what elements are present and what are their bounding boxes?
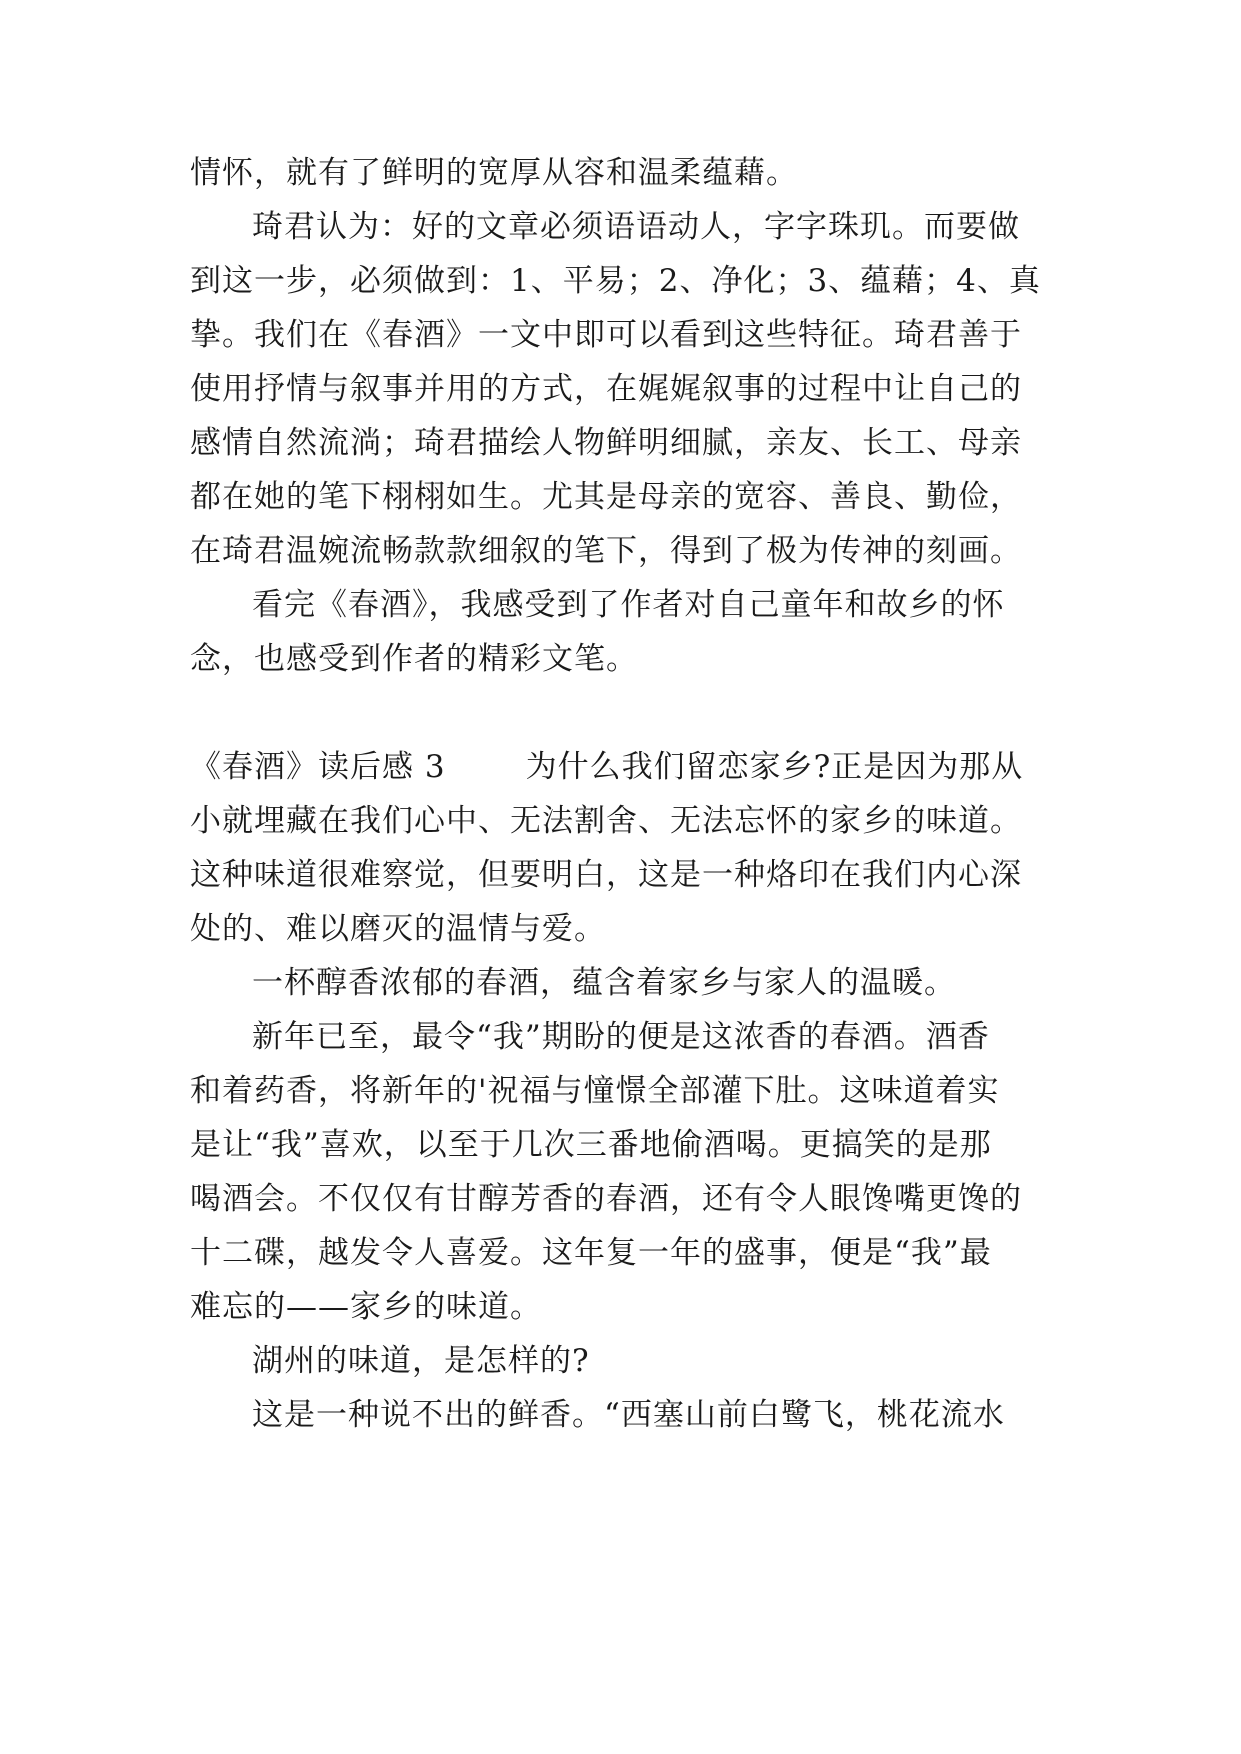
text-line: 这是一种说不出的鲜香。“西塞山前白鹭飞，桃花流水 (252, 1397, 1005, 1433)
text-line: 是让“我”喜欢，以至于几次三番地偷酒喝。更搞笑的是那 (190, 1127, 992, 1163)
text-line: 使用抒情与叙事并用的方式，在娓娓叙事的过程中让自己的 (190, 371, 1022, 407)
text-line: 新年已至，最令“我”期盼的便是这浓香的春酒。酒香 (252, 1019, 990, 1055)
text-line: 在琦君温婉流畅款款细叙的笔下，得到了极为传神的刻画。 (190, 533, 1022, 569)
text-line: 都在她的笔下栩栩如生。尤其是母亲的宽容、善良、勤俭， (190, 479, 1022, 515)
text-line: 十二碟，越发令人喜爱。这年复一年的盛事，便是“我”最 (190, 1235, 992, 1271)
text-line: 处的、难以磨灭的温情与爱。 (190, 911, 606, 947)
text-line: 难忘的——家乡的味道。 (190, 1289, 542, 1325)
text-line: 湖州的味道，是怎样的? (252, 1343, 590, 1379)
text-line: 到这一步，必须做到：1、平易；2、净化；3、蕴藉；4、真 (190, 263, 1041, 299)
section-heading-row (190, 746, 1023, 788)
text-line: 喝酒会。不仅仅有甘醇芳香的春酒，还有令人眼馋嘴更馋的 (190, 1181, 1022, 1217)
text-line: 和着药香，将新年的'祝福与憧憬全部灌下肚。这味道着实 (190, 1073, 1000, 1109)
text-line: 念，也感受到作者的精彩文笔。 (190, 641, 638, 677)
text-line: 看完《春酒》，我感受到了作者对自己童年和故乡的怀 (252, 587, 1005, 623)
text-line: 为什么我们留恋家乡?正是因为那从 (525, 749, 1024, 785)
text-line: 挚。我们在《春酒》一文中即可以看到这些特征。琦君善于 (190, 317, 1022, 353)
text-line: 小就埋藏在我们心中、无法割舍、无法忘怀的家乡的味道。 (190, 803, 1022, 839)
section-title: 《春酒》读后感 3 (190, 749, 446, 785)
text-line: 琦君认为：好的文章必须语语动人，字字珠玑。而要做 (252, 209, 1020, 245)
text-line: 感情自然流淌；琦君描绘人物鲜明细腻，亲友、长工、母亲 (190, 425, 1022, 461)
text-line: 一杯醇香浓郁的春酒，蕴含着家乡与家人的温暖。 (252, 965, 956, 1001)
text-line: 情怀，就有了鲜明的宽厚从容和温柔蕴藉。 (190, 155, 798, 191)
text-line: 这种味道很难察觉，但要明白，这是一种烙印在我们内心深 (190, 857, 1022, 893)
